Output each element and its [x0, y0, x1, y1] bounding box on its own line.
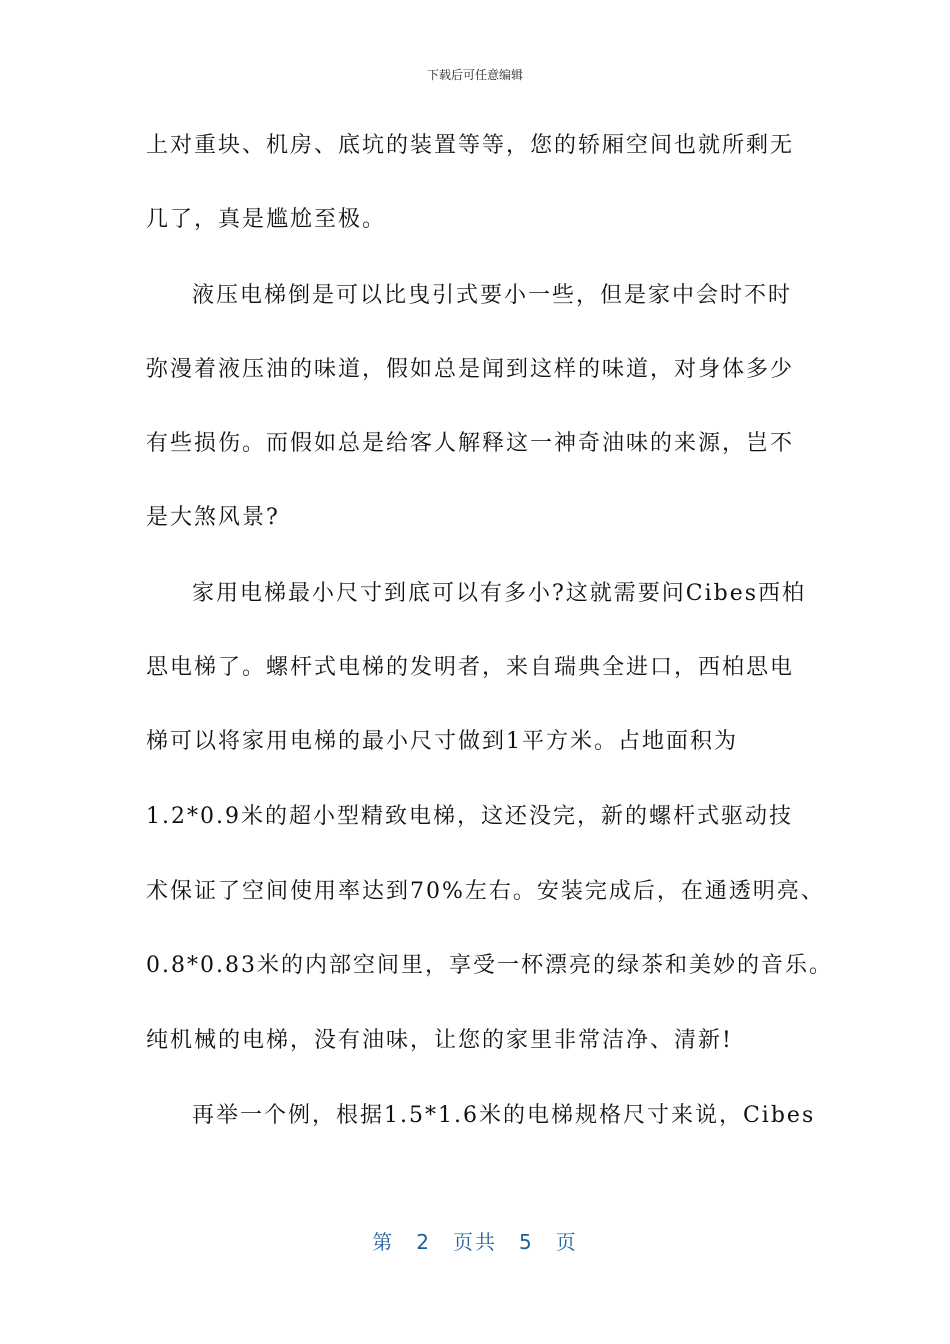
footer-total-pages: 5: [519, 1230, 534, 1254]
page-footer: [0, 1226, 950, 1255]
body-line: 液压电梯倒是可以比曳引式要小一些，但是家中会时不时: [192, 283, 793, 308]
body-line: 纯机械的电梯，没有油味，让您的家里非常洁净、清新!: [146, 1028, 733, 1053]
body-line: 家用电梯最小尺寸到底可以有多小?这就需要问Cibes西柏: [192, 581, 807, 606]
page-header: 下载后可任意编辑: [426, 68, 523, 82]
body-line: 弥漫着液压油的味道，假如总是闻到这样的味道，对身体多少: [146, 357, 795, 382]
body-line: 思电梯了。螺杆式电梯的发明者，来自瑞典全进口，西柏思电: [146, 655, 795, 680]
body-line: 0.8*0.83米的内部空间里，享受一杯漂亮的绿茶和美妙的音乐。: [146, 953, 833, 978]
footer-prefix: 第: [372, 1230, 395, 1254]
body-line: 是大煞风景?: [146, 505, 280, 530]
body-line: 术保证了空间使用率达到70%左右。安装完成后，在通透明亮、: [146, 879, 825, 904]
body-line: 梯可以将家用电梯的最小尺寸做到1平方米。占地面积为: [146, 729, 738, 754]
footer-page-number: 2: [416, 1230, 431, 1254]
footer-middle: 页共: [453, 1230, 497, 1254]
body-line: 几了，真是尴尬至极。: [146, 207, 387, 232]
body-line: 1.2*0.9米的超小型精致电梯，这还没完，新的螺杆式驱动技: [146, 804, 793, 829]
footer-suffix: 页: [555, 1230, 578, 1254]
body-line: 上对重块、机房、底坑的装置等等，您的轿厢空间也就所剩无: [146, 133, 795, 158]
body-line: 再举一个例，根据1.5*1.6米的电梯规格尺寸来说，Cibes: [192, 1103, 816, 1128]
body-line: 有些损伤。而假如总是给客人解释这一神奇油味的来源，岂不: [146, 431, 795, 456]
